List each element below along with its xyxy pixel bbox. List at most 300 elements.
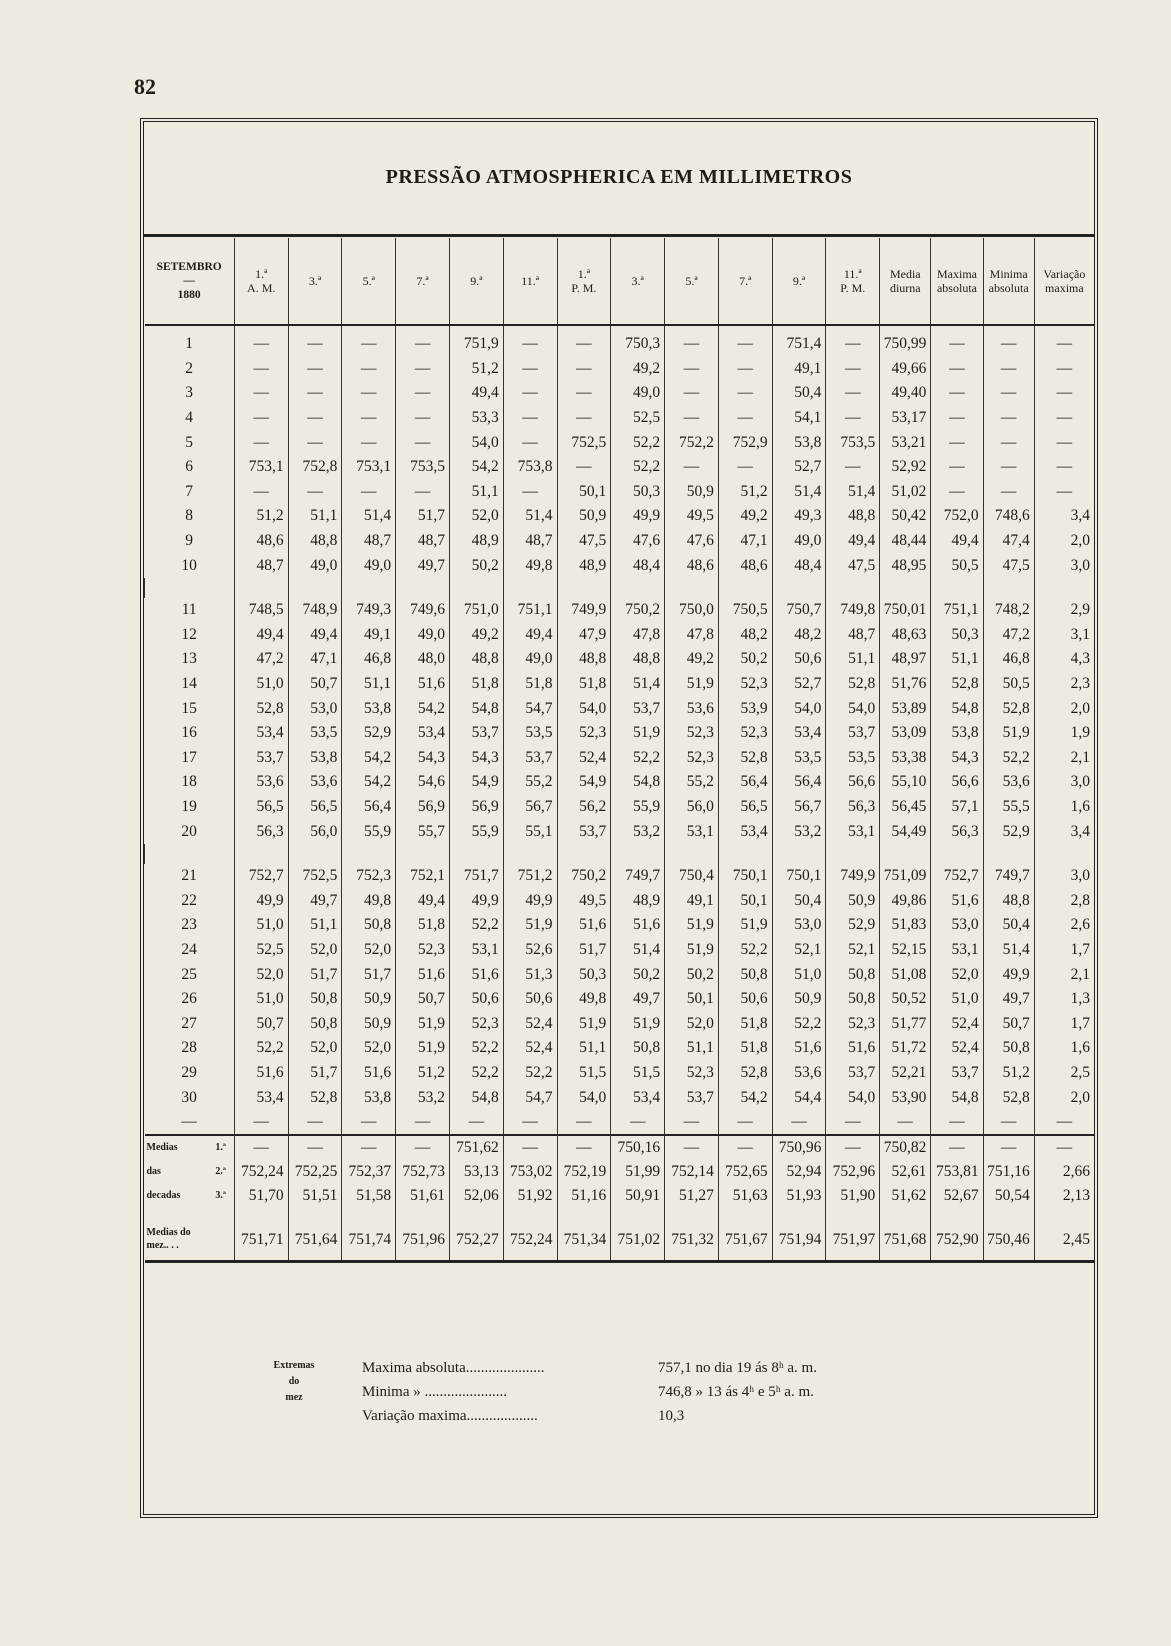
table-cell: 51,5 bbox=[611, 1061, 665, 1086]
table-cell: — bbox=[503, 480, 557, 505]
table-cell: 27 bbox=[181, 1014, 197, 1032]
table-cell: 52,3 bbox=[826, 1011, 880, 1036]
table-cell: 50,9 bbox=[557, 504, 611, 529]
table-cell: 50,3 bbox=[931, 623, 983, 648]
table-cell: — bbox=[396, 430, 450, 455]
table-cell: — bbox=[234, 1135, 288, 1160]
table-cell: 49,9 bbox=[503, 888, 557, 913]
table-cell: 18 bbox=[181, 773, 197, 791]
table-cell: 56,4 bbox=[772, 770, 826, 795]
table-cell: 751,4 bbox=[772, 325, 826, 357]
table-cell: 51,4 bbox=[772, 480, 826, 505]
table-cell: — bbox=[503, 406, 557, 431]
table-cell: 752,37 bbox=[342, 1160, 396, 1184]
table-cell: 50,9 bbox=[772, 987, 826, 1012]
table-cell: 751,1 bbox=[503, 598, 557, 623]
table-cell: 51,2 bbox=[396, 1061, 450, 1086]
table-cell: 51,77 bbox=[880, 1011, 931, 1036]
table-cell: 53,6 bbox=[665, 696, 719, 721]
table-cell: 47,1 bbox=[718, 529, 772, 554]
table-cell: 54,3 bbox=[449, 746, 503, 771]
table-cell: 751,0 bbox=[449, 598, 503, 623]
table-cell: 751,74 bbox=[342, 1208, 396, 1262]
header-date: SETEMBRO — 1880 bbox=[145, 238, 235, 325]
table-cell: 50,42 bbox=[880, 504, 931, 529]
table-cell: 49,9 bbox=[983, 962, 1034, 987]
table-cell: 49,3 bbox=[772, 504, 826, 529]
table-cell: 52,2 bbox=[449, 1036, 503, 1061]
table-cell: 52,2 bbox=[611, 455, 665, 480]
table-cell: 51,7 bbox=[288, 1061, 342, 1086]
decade-mean-row bbox=[145, 1184, 1095, 1208]
table-cell: 49,9 bbox=[611, 504, 665, 529]
table-cell: 52,9 bbox=[826, 913, 880, 938]
table-cell: 51,4 bbox=[611, 672, 665, 697]
table-cell: 46,8 bbox=[983, 647, 1034, 672]
table-cell: 53,7 bbox=[665, 1085, 719, 1110]
decade-label: decadas 3.ª bbox=[146, 1189, 226, 1201]
table-cell: 22 bbox=[181, 891, 197, 909]
table-cell: 51,2 bbox=[983, 1061, 1034, 1086]
table-cell: 54,2 bbox=[342, 770, 396, 795]
table-cell: — bbox=[557, 357, 611, 382]
table-cell: 54,2 bbox=[342, 746, 396, 771]
table-cell: 49,4 bbox=[826, 529, 880, 554]
table-row bbox=[145, 913, 1095, 938]
table-cell: 49,5 bbox=[557, 888, 611, 913]
table-cell: 51,0 bbox=[772, 962, 826, 987]
table-cell: 50,6 bbox=[772, 647, 826, 672]
table-cell: 48,4 bbox=[611, 553, 665, 578]
table-cell: — bbox=[288, 381, 342, 406]
table-cell: — bbox=[611, 1110, 665, 1135]
table-cell: 52,0 bbox=[234, 962, 288, 987]
table-cell: 49,40 bbox=[880, 381, 931, 406]
extreme-value: 757,1 no dia 19 ás 8ʰ a. m. bbox=[658, 1360, 817, 1376]
table-cell: — bbox=[931, 1135, 983, 1160]
table-cell: 748,2 bbox=[983, 598, 1034, 623]
table-cell: 48,95 bbox=[880, 553, 931, 578]
table-cell: 51,8 bbox=[718, 1036, 772, 1061]
table-cell: — bbox=[826, 381, 880, 406]
table-cell: — bbox=[557, 381, 611, 406]
table-row bbox=[145, 721, 1095, 746]
table-cell: 752,24 bbox=[503, 1208, 557, 1262]
table-cell: 53,8 bbox=[342, 1085, 396, 1110]
table-cell: 752,5 bbox=[557, 430, 611, 455]
table-cell: 51,83 bbox=[880, 913, 931, 938]
table-cell: 51,9 bbox=[557, 1011, 611, 1036]
table-cell: 47,5 bbox=[557, 529, 611, 554]
table-cell: 49,0 bbox=[611, 381, 665, 406]
table-cell: — bbox=[826, 1110, 880, 1135]
table-cell: 50,54 bbox=[983, 1184, 1034, 1208]
table-cell: 53,38 bbox=[880, 746, 931, 771]
table-cell: 2,9 bbox=[1034, 598, 1094, 623]
table-cell: 9 bbox=[185, 532, 194, 550]
table-cell: 47,2 bbox=[983, 623, 1034, 648]
table-cell: — bbox=[342, 1110, 396, 1135]
table-cell: 52,4 bbox=[931, 1011, 983, 1036]
table-row bbox=[145, 962, 1095, 987]
table-cell: 51,8 bbox=[718, 1011, 772, 1036]
table-cell: 47,6 bbox=[665, 529, 719, 554]
table-cell: 51,1 bbox=[288, 504, 342, 529]
table-cell: 50,5 bbox=[931, 553, 983, 578]
table-cell: 51,0 bbox=[931, 987, 983, 1012]
table-cell: — bbox=[931, 1110, 983, 1135]
table-cell: 51,16 bbox=[557, 1184, 611, 1208]
table-cell: 49,0 bbox=[503, 647, 557, 672]
table-cell: 53,4 bbox=[718, 819, 772, 844]
table-cell: 53,21 bbox=[880, 430, 931, 455]
table-cell: 51,1 bbox=[665, 1036, 719, 1061]
table-cell: 48,8 bbox=[557, 647, 611, 672]
header-row bbox=[145, 238, 1095, 325]
table-cell: — bbox=[983, 1135, 1034, 1160]
header-col: 7.ª bbox=[718, 238, 772, 325]
table-cell: 52,3 bbox=[665, 721, 719, 746]
table-cell: 50,8 bbox=[826, 962, 880, 987]
table-cell: 56,5 bbox=[288, 795, 342, 820]
table-cell: 50,5 bbox=[983, 672, 1034, 697]
pressure-table bbox=[144, 238, 1094, 1263]
table-cell: 748,9 bbox=[288, 598, 342, 623]
table-cell: 5 bbox=[185, 433, 194, 451]
table-cell: — bbox=[1034, 430, 1094, 455]
table-row bbox=[145, 598, 1095, 623]
table-cell: — bbox=[557, 1110, 611, 1135]
table-cell: 50,7 bbox=[234, 1011, 288, 1036]
table-cell: — bbox=[665, 381, 719, 406]
table-cell: 50,3 bbox=[557, 962, 611, 987]
table-cell: — bbox=[396, 325, 450, 357]
table-cell: 50,2 bbox=[665, 962, 719, 987]
table-cell: — bbox=[772, 1110, 826, 1135]
table-cell: 13 bbox=[181, 650, 197, 668]
header-col: Maxima absoluta bbox=[931, 238, 983, 325]
table-cell: 750,01 bbox=[880, 598, 931, 623]
table-cell: 54,1 bbox=[772, 406, 826, 431]
table-row bbox=[145, 864, 1095, 889]
table-cell: 52,1 bbox=[772, 938, 826, 963]
table-cell: — bbox=[342, 480, 396, 505]
extreme-row bbox=[362, 1404, 922, 1428]
table-cell: 752,7 bbox=[234, 864, 288, 889]
table-cell: 53,4 bbox=[772, 721, 826, 746]
table-cell: 14 bbox=[181, 675, 197, 693]
table-cell: 2,6 bbox=[1034, 913, 1094, 938]
table-row bbox=[145, 795, 1095, 820]
table-cell: 54,0 bbox=[449, 430, 503, 455]
extreme-value: 10,3 bbox=[658, 1408, 685, 1424]
header-col: 1.ª A. M. bbox=[234, 238, 288, 325]
table-row bbox=[145, 381, 1095, 406]
table-cell: 1,9 bbox=[1034, 721, 1094, 746]
table-cell: — bbox=[931, 381, 983, 406]
table-cell: 51,7 bbox=[557, 938, 611, 963]
table-cell: 752,14 bbox=[665, 1160, 719, 1184]
table-cell: — bbox=[931, 325, 983, 357]
header-col: 11.ª P. M. bbox=[826, 238, 880, 325]
table-cell: 52,3 bbox=[718, 721, 772, 746]
table-row bbox=[145, 819, 1095, 844]
table-row bbox=[145, 325, 1095, 357]
table-cell: 749,3 bbox=[342, 598, 396, 623]
extreme-row bbox=[362, 1356, 922, 1380]
title-rule bbox=[144, 234, 1094, 237]
table-cell: 1 bbox=[185, 335, 194, 353]
table-cell: — bbox=[557, 1135, 611, 1160]
table-cell: — bbox=[718, 325, 772, 357]
table-cell: 47,9 bbox=[557, 623, 611, 648]
table-row bbox=[145, 1085, 1095, 1110]
table-cell: 51,1 bbox=[288, 913, 342, 938]
table-cell: 56,2 bbox=[557, 795, 611, 820]
table-cell: 10 bbox=[181, 556, 197, 574]
table-cell: 49,0 bbox=[288, 553, 342, 578]
header-col: 3.ª bbox=[288, 238, 342, 325]
table-cell: 54,8 bbox=[931, 696, 983, 721]
table-cell: 48,9 bbox=[557, 553, 611, 578]
table-cell: 752,24 bbox=[234, 1160, 288, 1184]
table-cell: 56,3 bbox=[234, 819, 288, 844]
table-cell: — bbox=[503, 1110, 557, 1135]
table-cell: 48,6 bbox=[665, 553, 719, 578]
table-cell: 48,7 bbox=[396, 529, 450, 554]
table-title: PRESSÃO ATMOSPHERICA EM MILLIMETROS bbox=[385, 166, 853, 188]
table-cell: — bbox=[983, 480, 1034, 505]
table-cell: 52,8 bbox=[234, 696, 288, 721]
table-cell: 53,0 bbox=[931, 913, 983, 938]
table-cell: 53,2 bbox=[772, 819, 826, 844]
table-cell: 748,6 bbox=[983, 504, 1034, 529]
table-cell: 51,9 bbox=[718, 913, 772, 938]
table-cell: 56,7 bbox=[503, 795, 557, 820]
spacer-row bbox=[145, 844, 1095, 864]
table-cell: 51,9 bbox=[983, 721, 1034, 746]
table-cell: 1,6 bbox=[1034, 795, 1094, 820]
table-cell: — bbox=[342, 1135, 396, 1160]
table-cell: 52,8 bbox=[983, 1085, 1034, 1110]
table-cell: 2,66 bbox=[1034, 1160, 1094, 1184]
table-cell: — bbox=[145, 1110, 235, 1135]
table-cell: 52,5 bbox=[234, 938, 288, 963]
table-cell: — bbox=[931, 406, 983, 431]
table-cell: 52,3 bbox=[557, 721, 611, 746]
table-cell: 52,06 bbox=[449, 1184, 503, 1208]
table-cell: 51,02 bbox=[880, 480, 931, 505]
table-cell: — bbox=[288, 325, 342, 357]
table-cell: 53,5 bbox=[772, 746, 826, 771]
table-cell: 47,5 bbox=[826, 553, 880, 578]
table-cell: 46,8 bbox=[342, 647, 396, 672]
table-cell: — bbox=[880, 1110, 931, 1135]
table-cell: — bbox=[665, 357, 719, 382]
table-cell: 52,92 bbox=[880, 455, 931, 480]
table-cell: 50,1 bbox=[665, 987, 719, 1012]
table-cell: 47,5 bbox=[983, 553, 1034, 578]
table-cell: — bbox=[1034, 325, 1094, 357]
table-cell: 56,4 bbox=[718, 770, 772, 795]
table-cell: 54,0 bbox=[557, 696, 611, 721]
table-cell: 51,2 bbox=[449, 357, 503, 382]
table-cell: 54,8 bbox=[449, 696, 503, 721]
table-cell: — bbox=[342, 381, 396, 406]
table-cell: 52,7 bbox=[772, 672, 826, 697]
table-cell: 55,1 bbox=[503, 819, 557, 844]
table-cell: 53,0 bbox=[772, 913, 826, 938]
table-cell: 53,7 bbox=[234, 746, 288, 771]
table-cell: — bbox=[557, 455, 611, 480]
table-cell: 2,0 bbox=[1034, 529, 1094, 554]
table-cell: — bbox=[718, 1135, 772, 1160]
table-cell: 748,5 bbox=[234, 598, 288, 623]
table-cell: 51,6 bbox=[396, 672, 450, 697]
table-cell: 48,7 bbox=[503, 529, 557, 554]
table-cell: 15 bbox=[181, 699, 197, 717]
table-cell: 47,8 bbox=[611, 623, 665, 648]
table-cell: 50,8 bbox=[288, 1011, 342, 1036]
table-cell: 28 bbox=[181, 1039, 197, 1057]
table-cell: — bbox=[1034, 480, 1094, 505]
table-cell: 48,7 bbox=[342, 529, 396, 554]
table-cell: 49,1 bbox=[342, 623, 396, 648]
table-cell: 56,6 bbox=[931, 770, 983, 795]
decade-label: das 2.ª bbox=[146, 1165, 226, 1177]
header-col: Minima absoluta bbox=[983, 238, 1034, 325]
table-cell: 52,4 bbox=[503, 1036, 557, 1061]
table-cell: 3 bbox=[185, 384, 194, 402]
table-cell: 53,4 bbox=[234, 721, 288, 746]
table-cell: 50,6 bbox=[503, 987, 557, 1012]
table-cell: 56,3 bbox=[826, 795, 880, 820]
table-cell: 49,8 bbox=[557, 987, 611, 1012]
table-cell: 749,7 bbox=[983, 864, 1034, 889]
table-cell: 750,1 bbox=[718, 864, 772, 889]
table-row bbox=[145, 430, 1095, 455]
table-cell: 752,2 bbox=[665, 430, 719, 455]
table-cell: 52,8 bbox=[288, 1085, 342, 1110]
table-cell: — bbox=[503, 325, 557, 357]
table-cell: 750,5 bbox=[718, 598, 772, 623]
table-cell: 50,91 bbox=[611, 1184, 665, 1208]
table-cell: 54,7 bbox=[503, 1085, 557, 1110]
table-cell: 51,58 bbox=[342, 1184, 396, 1208]
table-cell: 53,4 bbox=[611, 1085, 665, 1110]
table-cell: 55,9 bbox=[611, 795, 665, 820]
table-cell: 51,1 bbox=[342, 672, 396, 697]
table-cell: — bbox=[665, 1135, 719, 1160]
table-cell: 52,4 bbox=[931, 1036, 983, 1061]
table-cell: 54,8 bbox=[931, 1085, 983, 1110]
table-cell: — bbox=[718, 1110, 772, 1135]
table-cell: 52,2 bbox=[449, 913, 503, 938]
table-cell: 50,2 bbox=[611, 962, 665, 987]
table-cell: 52,8 bbox=[718, 1061, 772, 1086]
table-cell: 753,5 bbox=[826, 430, 880, 455]
table-cell: 53,7 bbox=[611, 696, 665, 721]
table-cell: 750,46 bbox=[983, 1208, 1034, 1262]
spacer-row bbox=[145, 578, 1095, 598]
table-cell: 49,7 bbox=[396, 553, 450, 578]
table-cell: 52,2 bbox=[718, 938, 772, 963]
header-col: 9.ª bbox=[449, 238, 503, 325]
table-cell: 52,15 bbox=[880, 938, 931, 963]
table-cell: 50,8 bbox=[611, 1036, 665, 1061]
table-cell: 53,1 bbox=[449, 938, 503, 963]
table-cell: 751,02 bbox=[611, 1208, 665, 1262]
table-cell: 51,72 bbox=[880, 1036, 931, 1061]
table-cell: 3,0 bbox=[1034, 770, 1094, 795]
table-cell: 2,0 bbox=[1034, 1085, 1094, 1110]
decade-mean-row bbox=[145, 1135, 1095, 1160]
extreme-label: Maxima absoluta..................... bbox=[362, 1360, 545, 1376]
table-cell: 48,8 bbox=[826, 504, 880, 529]
table-cell: 48,63 bbox=[880, 623, 931, 648]
table-cell: 752,1 bbox=[396, 864, 450, 889]
table-cell: 30 bbox=[181, 1088, 197, 1106]
table-cell: 2,1 bbox=[1034, 962, 1094, 987]
table-cell: 56,7 bbox=[772, 795, 826, 820]
table-cell: — bbox=[288, 1135, 342, 1160]
table-cell: 752,9 bbox=[718, 430, 772, 455]
page-number: 82 bbox=[134, 74, 156, 99]
decade-label: Medias 1.ª bbox=[146, 1141, 226, 1153]
table-cell: 51,2 bbox=[234, 504, 288, 529]
table-cell: 750,99 bbox=[880, 325, 931, 357]
table-cell: 52,94 bbox=[772, 1160, 826, 1184]
table-cell: 2,0 bbox=[1034, 696, 1094, 721]
table-cell: 54,8 bbox=[611, 770, 665, 795]
table-cell: 53,6 bbox=[983, 770, 1034, 795]
table-cell: 55,9 bbox=[449, 819, 503, 844]
table-cell: 53,7 bbox=[557, 819, 611, 844]
table-cell: 51,99 bbox=[611, 1160, 665, 1184]
table-cell: — bbox=[396, 1110, 450, 1135]
table-cell: — bbox=[983, 1110, 1034, 1135]
table-cell: 52,0 bbox=[342, 938, 396, 963]
table-cell: 1,7 bbox=[1034, 938, 1094, 963]
table-cell: 750,3 bbox=[611, 325, 665, 357]
table-cell: 3,4 bbox=[1034, 504, 1094, 529]
table-cell: 51,1 bbox=[449, 480, 503, 505]
table-cell: 56,0 bbox=[665, 795, 719, 820]
table-cell: 47,8 bbox=[665, 623, 719, 648]
table-cell: 54,2 bbox=[396, 696, 450, 721]
table-cell: 751,94 bbox=[772, 1208, 826, 1262]
table-cell: 24 bbox=[181, 940, 197, 958]
table-cell: 49,9 bbox=[234, 888, 288, 913]
table-cell: — bbox=[503, 430, 557, 455]
table-cell: 54,6 bbox=[396, 770, 450, 795]
table-cell: 750,7 bbox=[772, 598, 826, 623]
table-cell: 48,4 bbox=[772, 553, 826, 578]
table-cell: 54,2 bbox=[449, 455, 503, 480]
table-cell: 51,4 bbox=[503, 504, 557, 529]
table-cell: — bbox=[1034, 1135, 1094, 1160]
table-cell: 52,2 bbox=[611, 746, 665, 771]
table-cell: 49,7 bbox=[983, 987, 1034, 1012]
table-cell: 48,6 bbox=[234, 529, 288, 554]
table-cell: 17 bbox=[181, 748, 197, 766]
table-row bbox=[145, 647, 1095, 672]
table-cell: — bbox=[396, 1135, 450, 1160]
table-cell: 52,9 bbox=[342, 721, 396, 746]
table-row bbox=[145, 529, 1095, 554]
table-cell: 51,4 bbox=[826, 480, 880, 505]
table-cell: 52,4 bbox=[503, 1011, 557, 1036]
